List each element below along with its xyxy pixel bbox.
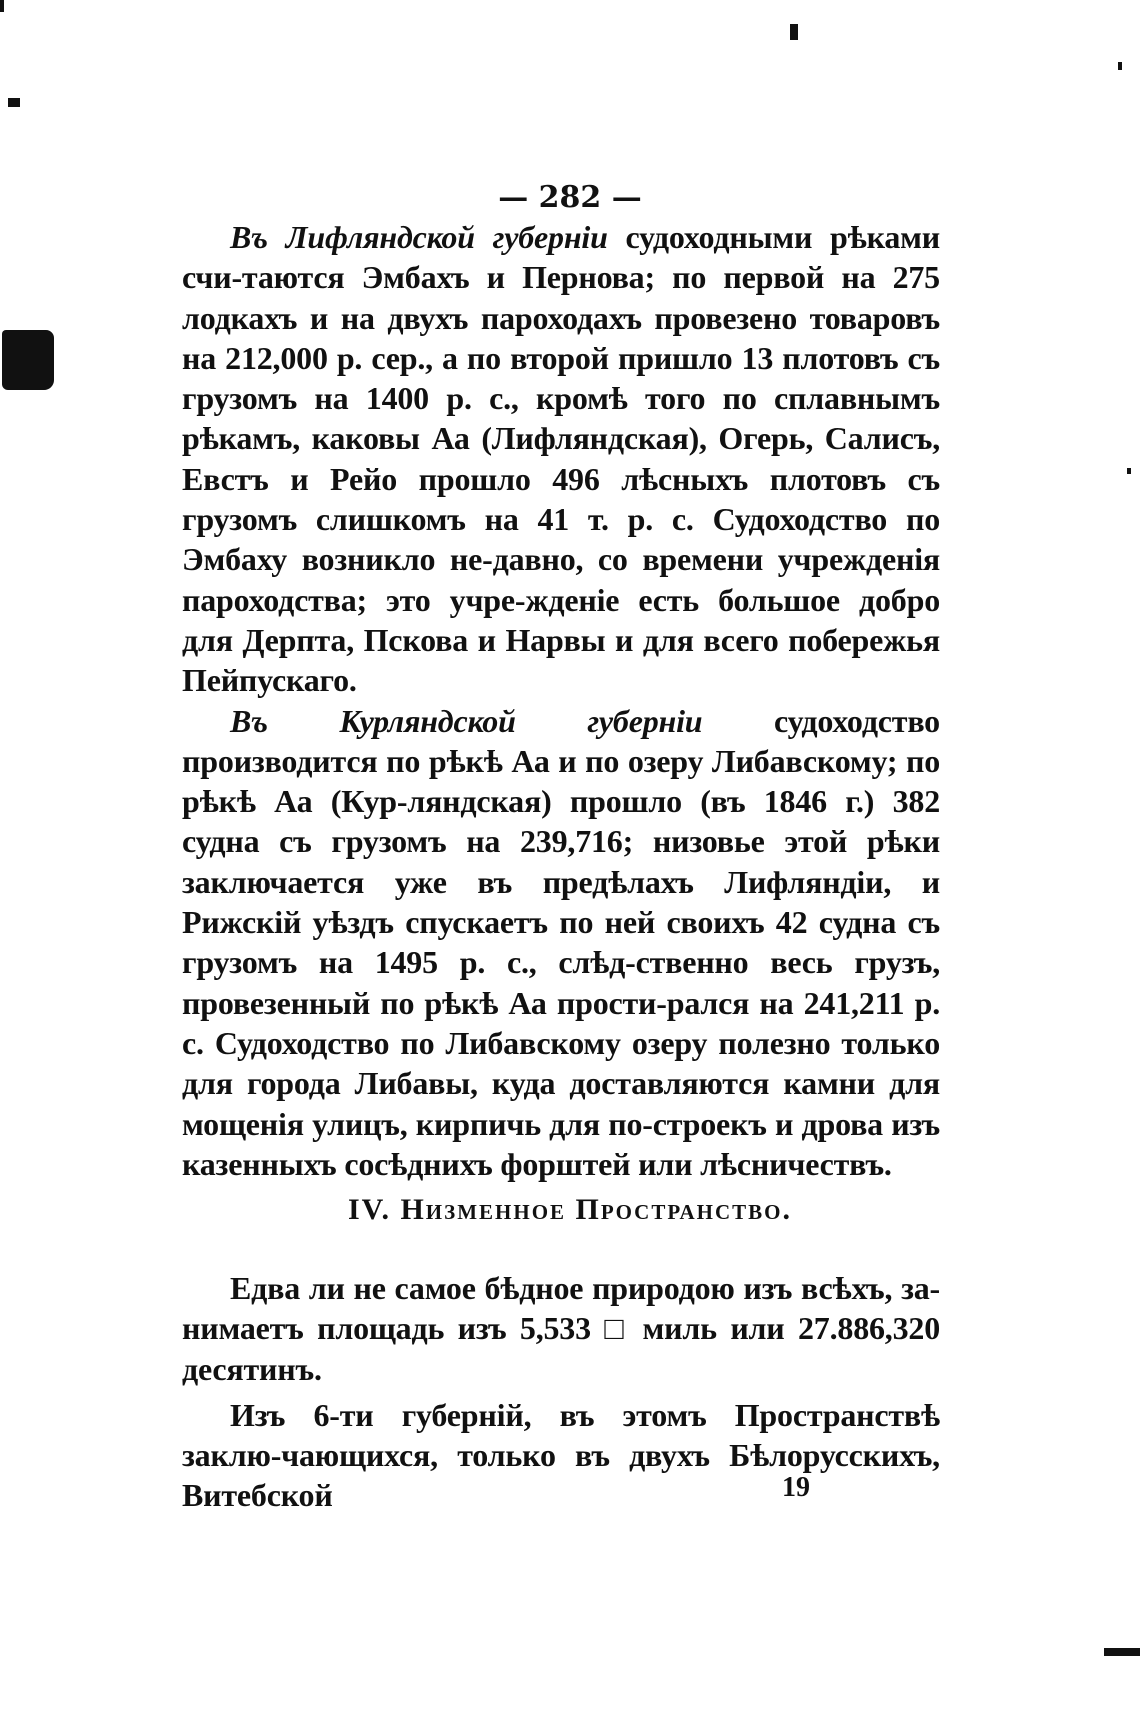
paragraph [182,217,940,701]
scan-blot [2,330,54,390]
scan-speck [8,98,20,107]
scan-speck [1127,468,1131,474]
paragraph: Изъ 6-ти губерній, въ этомъ Пространствѣ заклю-чающихся, только въ двухъ Бѣлорусскихъ, Витебской [182,1396,940,1514]
text-block-main [182,217,940,1184]
signature-mark: 19 [782,1472,810,1503]
scan-speck [790,24,798,40]
scan-speck [1104,1648,1140,1656]
scan-speck [1118,62,1122,70]
scan-speck [0,0,4,12]
paragraph [182,701,940,1185]
section-title: IV. Низменное Пространство. [347,1193,793,1226]
paragraph-lead: Въ Лифляндской губерніи [230,219,608,255]
paragraph-text: судоходными рѣками счи-таются Эмбахъ и Пернова; по первой на 275 лодкахъ и на двухъ пароходахъ провезено товаровъ на 212,000 р. сер., а по второй пришло 13 плотовъ съ грузомъ на 1400 р. с., кромѣ того по сплавнымъ рѣкамъ, каковы Аа (Лифляндская), Огерь, Салисъ, Евстъ и Рейо прошло 496 лѣсныхъ плотовъ съ грузомъ слишкомъ на 41 т. р. с. Судоходство по Эмбаху возникло не-давно, со времени учрежденія пароходства; это учре-жденіе есть большое добро для Дерпта, Пскова и Нарвы и для всего побережья Пейпускаго. [182,219,940,699]
paragraph: Едва ли не самое бѣдное природою изъ всѣхъ, за-нимаетъ площадь изъ 5,533 □ миль или 27.886,320 десятинъ. [182,1270,940,1387]
paragraph-lead: Въ Курляндской губерніи [230,702,703,739]
page-number: — 282 — [498,180,642,215]
paragraph-text: судоходство производится по рѣкѣ Аа и по озеру Либавскому; по рѣкѣ Аа (Кур-ляндская) прошло (въ 1846 г.) 382 судна съ грузомъ на 239,716; низовье этой рѣки заключается уже въ предѣлахъ Лифляндіи, и Рижскій уѣздъ спускаетъ по ней своихъ 42 судна съ грузомъ на 1495 р. с., слѣд-ственно весь грузъ, провезенный по рѣкѣ Аа прости-рался на 241,211 р. с. Судоходство по Либавскому озеру полезно только для города Либавы, куда доставляются камни для мощенія улицъ, кирпичь для по-строекъ и дрова изъ казенныхъ сосѣднихъ форштей или лѣсничествъ. [182,702,940,1182]
text-block-section [182,1268,940,1516]
